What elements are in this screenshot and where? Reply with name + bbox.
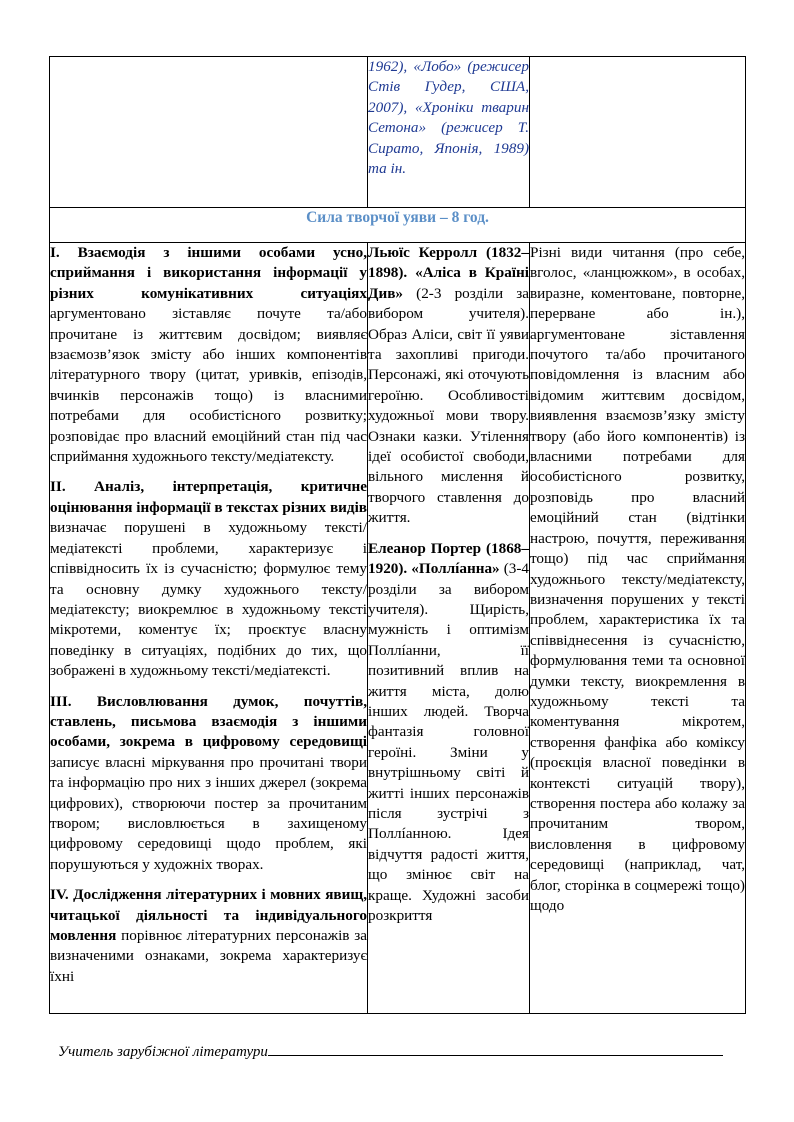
paragraph [368,243,529,529]
table-cell-empty [50,57,368,208]
paragraph [50,885,367,987]
competencies-cell [50,243,368,1014]
paragraph [50,692,367,876]
table-cell [368,57,530,208]
content-cell [368,243,530,1014]
paragraph [50,477,367,681]
work-description: (3-4 розділи за вибором учителя). Щирість, мужність і оптимізм Поллíанни, її позитивний вплив на життя міста, долю інших людей. Творча фантазія головної героїні. Зміни у внутрішньому світі й житті інших персонажів після зустрічі з Поллíанною. Ідея відчуття радості життя, що змінює світ на краще. Художні засоби розкриття [368,560,530,924]
curriculum-table [49,56,746,1014]
activities-cell [530,243,746,1014]
paragraph-text: порівнює літературних персонажів за визначеними ознаками, зокрема характеризує їхні [50,927,367,985]
paragraph-text: визначає порушені в художньому тексті/медіатексті проблеми, характеризує і співвідносить їх із сучасністю; формулює тему та основну думку художнього тексту/медіатексту; виокремлює в художньому тексті мікротеми, коментує їх; проєктує власну поведінку в ситуаціях, подібних до тих, що зображені в художньому тексті/медіатексті. [50,519,367,680]
section-row [50,208,746,243]
activities-text: Різні види читання (про себе, вголос, «ланцюжком», в особах, виразне, коментоване, повторне, перерване або ін.), аргументоване зіставлення почутого та/або прочитаного повідомлення із власним або відомим життєвим досвідом, виявлення взаємозв’язку змісту твору (або його компонентів) із власними потребами для особистісного розвитку, розповідь про власний емоційний стан (відтінки настрою, почуття, переживання тощо) під час сприймання художнього тексту/медіатексту, визначення порушених у тексті проблем, характеристика їх та співвіднесення із сучасністю, формулювання теми та основної думки тексту, виокремлення в художньому тексті та коментування мікротем, створення фанфіка або коміксу (проєкція власної поведінки в контексті ситуацій твору), створення постера або колажу за прочитаним твором, висловлення в цифровому середовищі (наприклад, чат, блог, сторінка в соцмережі тощо) щодо [530,244,745,914]
paragraph [50,243,367,467]
signature-line [268,1041,723,1056]
work-description: (2-3 розділи за вибором учителя). Образ Аліси, світ її уяви та захопливі пригоди. Персонажі, які оточують героїню. Особливості художньої мови твору. Ознаки казки. Утілення ідеї особистої свободи, вільного мислення й творчого ставлення до життя. [368,284,530,527]
film-list-text: 1962), «Лобо» (режисер Стів Гудер, США, 2007), «Хроніки тварин Сетона» (режисер Т. Сирато, Японія, 1989) та ін. [368,58,529,178]
footer-label: Учитель зарубіжної літератури [58,1044,268,1060]
footer [58,1041,723,1061]
work-title: Елеанор Портер (1868–1920). «Поллíанна» [368,539,529,578]
paragraph-heading: II. Аналіз, інтерпретація, критичне оцінювання інформації в текстах різних видів [50,478,368,516]
table-row [50,57,746,208]
work-title: Льюїс Керролл (1832– 1898). «Аліса в Країні Див» [368,244,529,302]
paragraph-heading: IV. Дослідження літературних і мовних явищ, читацької діяльності та індивідуального мовлення [50,886,367,944]
section-title: Сила творчої уяви – 8 год. [50,208,746,243]
table-row [50,243,746,1014]
paragraph-heading: I. Взаємодія з іншими особами усно, сприймання і використання інформації у різних комунікативних ситуаціях [50,244,367,302]
paragraph-heading: III. Висловлювання думок, почуттів, ставлень, письмова взаємодія з іншими особами, зокрема в цифровому середовищі [50,692,367,751]
table-cell-empty [530,57,746,208]
paragraph [368,539,529,927]
paragraph-text: записує власні міркування про прочитані твори та інформацію про них з інших джерел (зокрема цифрових), створюючи постер за прочитаним твором; висловлюється в захищеному цифровому середовищі щодо проблем, які порушуються у художніх творах. [50,753,367,873]
paragraph-text: аргументовано зіставляє почуте та/або прочитане із життєвим досвідом; виявляє взаємозв’язок змісту або інших компонентів літературного твору (цитат, уривків, епізодів, вчинків персонажів тощо) із власними потребами для особистісного розвитку; розповідає про власний емоційний стан під час сприймання художнього тексту/медіатексту. [50,305,367,466]
